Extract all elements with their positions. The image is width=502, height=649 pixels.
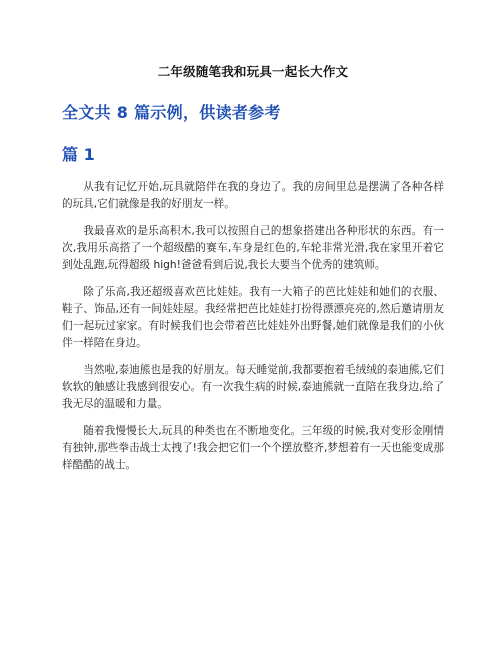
paragraph-2: 我最喜欢的是乐高积木,我可以按照自己的想象搭建出各种形状的东西。有一次,我用乐高搭了一个超级酷的赛车,车身是红色的,车轮非常光滑,我在家里开着它到处乱跑,玩得超级 high!爸爸看到后说,我长大要当个优秀的建筑师。 xyxy=(62,225,444,271)
paragraph-1: 从我有记忆开始,玩具就陪伴在我的身边了。我的房间里总是摆满了各种各样的玩具,它们就像是我的好朋友一样。 xyxy=(62,181,444,210)
document-subtitle: 全文共 8 篇示例，供读者参考 xyxy=(62,103,281,122)
section-heading: 篇 1 xyxy=(62,145,95,164)
document-title: 二年级随笔我和玩具一起长大作文 xyxy=(157,64,349,79)
paragraph-5: 随着我慢慢长大,玩具的种类也在不断地变化。三年级的时候,我对变形金刚情有独钟,那些拳击战士太拽了!我会把它们一个个摆放整齐,梦想着有一天也能变成那样酷酷的战士。 xyxy=(62,425,444,471)
paragraph-3: 除了乐高,我还超级喜欢芭比娃娃。我有一大箱子的芭比娃娃和她们的衣服、鞋子、饰品,还有一间娃娃屋。我经常把芭比娃娃打扮得漂漂亮亮的,然后邀请朋友们一起玩过家家。有时候我们也会带着芭比娃娃外出野餐,她们就像是我们的小伙伴一样陪在身边。 xyxy=(62,286,444,349)
paragraph-4: 当然啦,泰迪熊也是我的好朋友。每天睡觉前,我都要抱着毛绒绒的泰迪熊,它们软软的触感让我感到很安心。有一次我生病的时候,泰迪熊就一直陪在我身边,给了我无尽的温暖和力量。 xyxy=(62,364,444,410)
